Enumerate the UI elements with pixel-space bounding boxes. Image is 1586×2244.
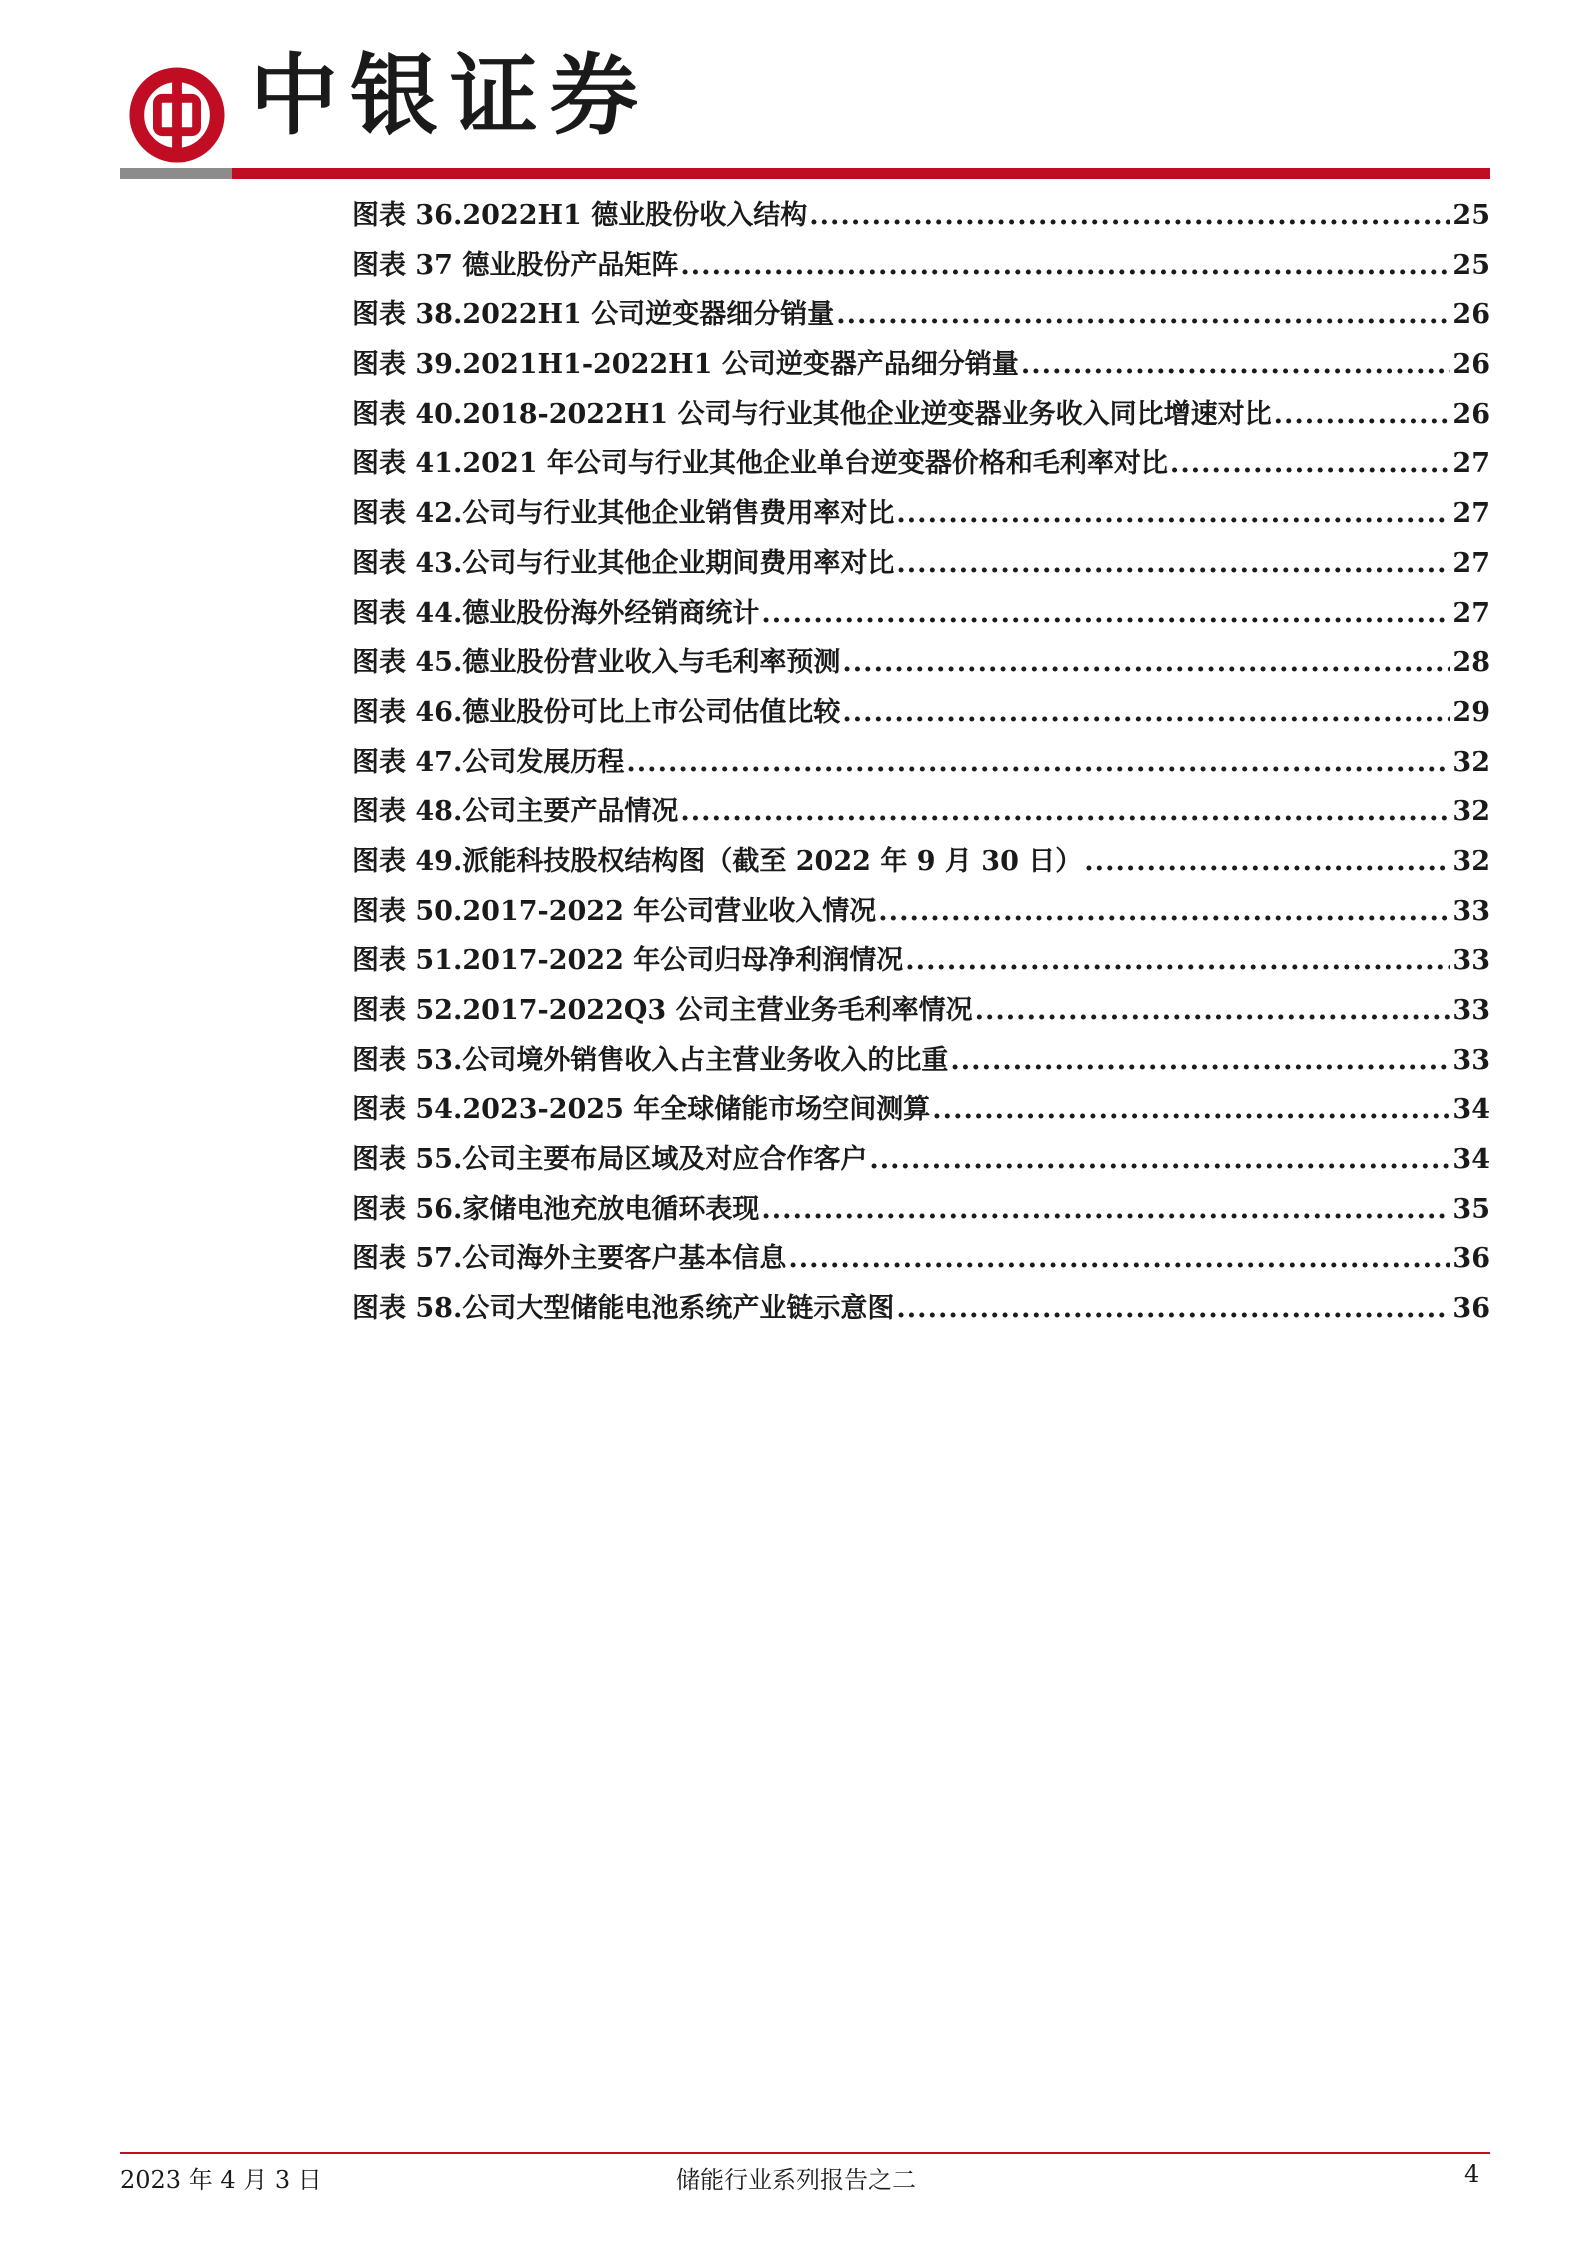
toc-dot-leader xyxy=(626,747,1450,778)
toc-entry-label: 图表 37 德业股份产品矩阵 xyxy=(352,249,679,281)
toc-entry-label: 图表 40.2018-2022H1 公司与行业其他企业逆变器业务收入同比增速对比 xyxy=(352,398,1272,430)
toc-entry-page: 33 xyxy=(1452,995,1490,1026)
toc-entry-page: 29 xyxy=(1452,696,1490,728)
toc-entry-label: 图表 58.公司大型储能电池系统产业链示意图 xyxy=(352,1293,895,1325)
toc-entry-page: 32 xyxy=(1452,746,1490,778)
toc-dot-leader xyxy=(1170,448,1451,479)
toc-dot-leader xyxy=(680,796,1450,827)
toc-dot-leader xyxy=(869,1144,1450,1175)
toc-entry[interactable] xyxy=(352,938,1490,988)
toc-entry-label: 图表 52.2017-2022Q3 公司主营业务毛利率情况 xyxy=(352,995,973,1026)
toc-entry-page: 32 xyxy=(1452,796,1490,828)
toc-dot-leader xyxy=(896,548,1450,579)
toc-entry[interactable] xyxy=(352,1236,1490,1286)
toc-entry[interactable] xyxy=(352,1087,1490,1137)
toc-dot-leader xyxy=(809,200,1450,231)
toc-dot-leader xyxy=(1274,399,1451,430)
toc-dot-leader xyxy=(788,1243,1450,1274)
toc-entry[interactable] xyxy=(352,292,1490,342)
toc-entry-label: 图表 42.公司与行业其他企业销售费用率对比 xyxy=(352,498,895,530)
toc-entry-label: 图表 48.公司主要产品情况 xyxy=(352,796,679,828)
toc-entry-label: 图表 51.2017-2022 年公司归母净利润情况 xyxy=(352,945,904,977)
toc-dot-leader xyxy=(836,299,1450,330)
toc-entry-page: 34 xyxy=(1452,1144,1490,1176)
toc-entry[interactable] xyxy=(352,392,1490,442)
toc-entry-page: 27 xyxy=(1452,547,1490,579)
toc-entry[interactable] xyxy=(352,640,1490,690)
toc-entry-label: 图表 41.2021 年公司与行业其他企业单台逆变器价格和毛利率对比 xyxy=(352,448,1168,480)
toc-entry-label: 图表 43.公司与行业其他企业期间费用率对比 xyxy=(352,547,895,579)
toc-entry-page: 33 xyxy=(1452,895,1490,927)
footer-report-title: 储能行业系列报告之二 xyxy=(676,2166,916,2194)
toc-entry[interactable] xyxy=(352,1187,1490,1237)
toc-dot-leader xyxy=(932,1094,1450,1125)
footer-date: 2023 年 4 月 3 日 xyxy=(120,2166,322,2194)
toc-dot-leader xyxy=(878,896,1450,927)
toc-entry-page: 28 xyxy=(1452,647,1490,679)
header-rule-red xyxy=(232,168,1490,179)
toc-entry-label: 图表 55.公司主要布局区域及对应合作客户 xyxy=(352,1144,868,1176)
toc-dot-leader xyxy=(680,250,1450,281)
toc-entry-label: 图表 46.德业股份可比上市公司估值比较 xyxy=(352,696,841,728)
toc-dot-leader xyxy=(950,1045,1450,1076)
toc-entry-page: 33 xyxy=(1452,945,1490,977)
toc-entry-page: 33 xyxy=(1452,1044,1490,1076)
toc-entry-label: 图表 44.德业股份海外经销商统计 xyxy=(352,597,760,629)
toc-dot-leader xyxy=(1084,846,1450,877)
toc-entry-page: 27 xyxy=(1452,448,1490,480)
toc-entry[interactable] xyxy=(352,740,1490,790)
toc-entry-page: 26 xyxy=(1452,398,1490,430)
toc-entry-label: 图表 45.德业股份营业收入与毛利率预测 xyxy=(352,647,841,679)
toc-entry[interactable] xyxy=(352,1137,1490,1187)
toc-entry-page: 32 xyxy=(1452,845,1490,877)
toc-entry-page: 34 xyxy=(1452,1094,1490,1126)
toc-entry[interactable] xyxy=(352,342,1490,392)
header-rule-gray xyxy=(120,168,232,179)
toc-entry-label: 图表 39.2021H1-2022H1 公司逆变器产品细分销量 xyxy=(352,349,1019,381)
toc-entry-page: 25 xyxy=(1452,200,1490,231)
toc-dot-leader xyxy=(975,995,1451,1026)
toc-dot-leader xyxy=(842,647,1450,678)
toc-entry-page: 27 xyxy=(1452,498,1490,530)
toc-entry[interactable] xyxy=(352,690,1490,740)
toc-dot-leader xyxy=(896,1293,1450,1324)
toc-entry[interactable] xyxy=(352,441,1490,491)
toc-entry[interactable] xyxy=(352,193,1490,243)
toc-dot-leader xyxy=(761,598,1450,629)
toc-entry[interactable] xyxy=(352,491,1490,541)
toc-dot-leader xyxy=(842,697,1450,728)
toc-entry-label: 图表 47.公司发展历程 xyxy=(352,746,625,778)
bank-of-china-logo-icon xyxy=(128,66,226,164)
toc-entry-label: 图表 50.2017-2022 年公司营业收入情况 xyxy=(352,895,877,927)
toc-dot-leader xyxy=(1021,349,1451,380)
toc-entry-label: 图表 53.公司境外销售收入占主营业务收入的比重 xyxy=(352,1044,949,1076)
toc-entry-label: 图表 54.2023-2025 年全球储能市场空间测算 xyxy=(352,1094,931,1126)
toc-entry[interactable] xyxy=(352,889,1490,939)
toc-entry-page: 36 xyxy=(1452,1293,1490,1325)
toc-entry-page: 26 xyxy=(1452,349,1490,381)
toc-entry-label: 图表 38.2022H1 公司逆变器细分销量 xyxy=(352,299,835,331)
footer-page-number: 4 xyxy=(1464,2160,1480,2188)
footer-rule xyxy=(120,2152,1490,2154)
toc-entry-page: 26 xyxy=(1452,299,1490,331)
toc-entry-page: 25 xyxy=(1452,249,1490,281)
page-header xyxy=(0,0,1586,190)
toc-dot-leader xyxy=(905,945,1450,976)
toc-entry[interactable] xyxy=(352,541,1490,591)
toc-entry[interactable] xyxy=(352,839,1490,889)
toc-dot-leader xyxy=(761,1194,1450,1225)
toc-entry-label: 图表 49.派能科技股权结构图（截至 2022 年 9 月 30 日） xyxy=(352,845,1083,877)
toc-entry-label: 图表 57.公司海外主要客户基本信息 xyxy=(352,1243,787,1275)
toc-entry[interactable] xyxy=(352,1286,1490,1336)
toc-entry[interactable] xyxy=(352,988,1490,1038)
toc-entry[interactable] xyxy=(352,591,1490,641)
toc-entry-page: 36 xyxy=(1452,1243,1490,1275)
brand-name: 中银证券 xyxy=(250,44,651,147)
toc-dot-leader xyxy=(896,498,1450,529)
toc-entry-page: 27 xyxy=(1452,597,1490,629)
toc-entry-page: 35 xyxy=(1452,1193,1490,1225)
toc-entry-label: 图表 56.家储电池充放电循环表现 xyxy=(352,1193,760,1225)
toc-entry[interactable] xyxy=(352,243,1490,293)
toc-entry[interactable] xyxy=(352,789,1490,839)
toc-entry-label: 图表 36.2022H1 德业股份收入结构 xyxy=(352,200,808,231)
toc-entry[interactable] xyxy=(352,1038,1490,1088)
table-of-figures xyxy=(352,193,1490,1336)
